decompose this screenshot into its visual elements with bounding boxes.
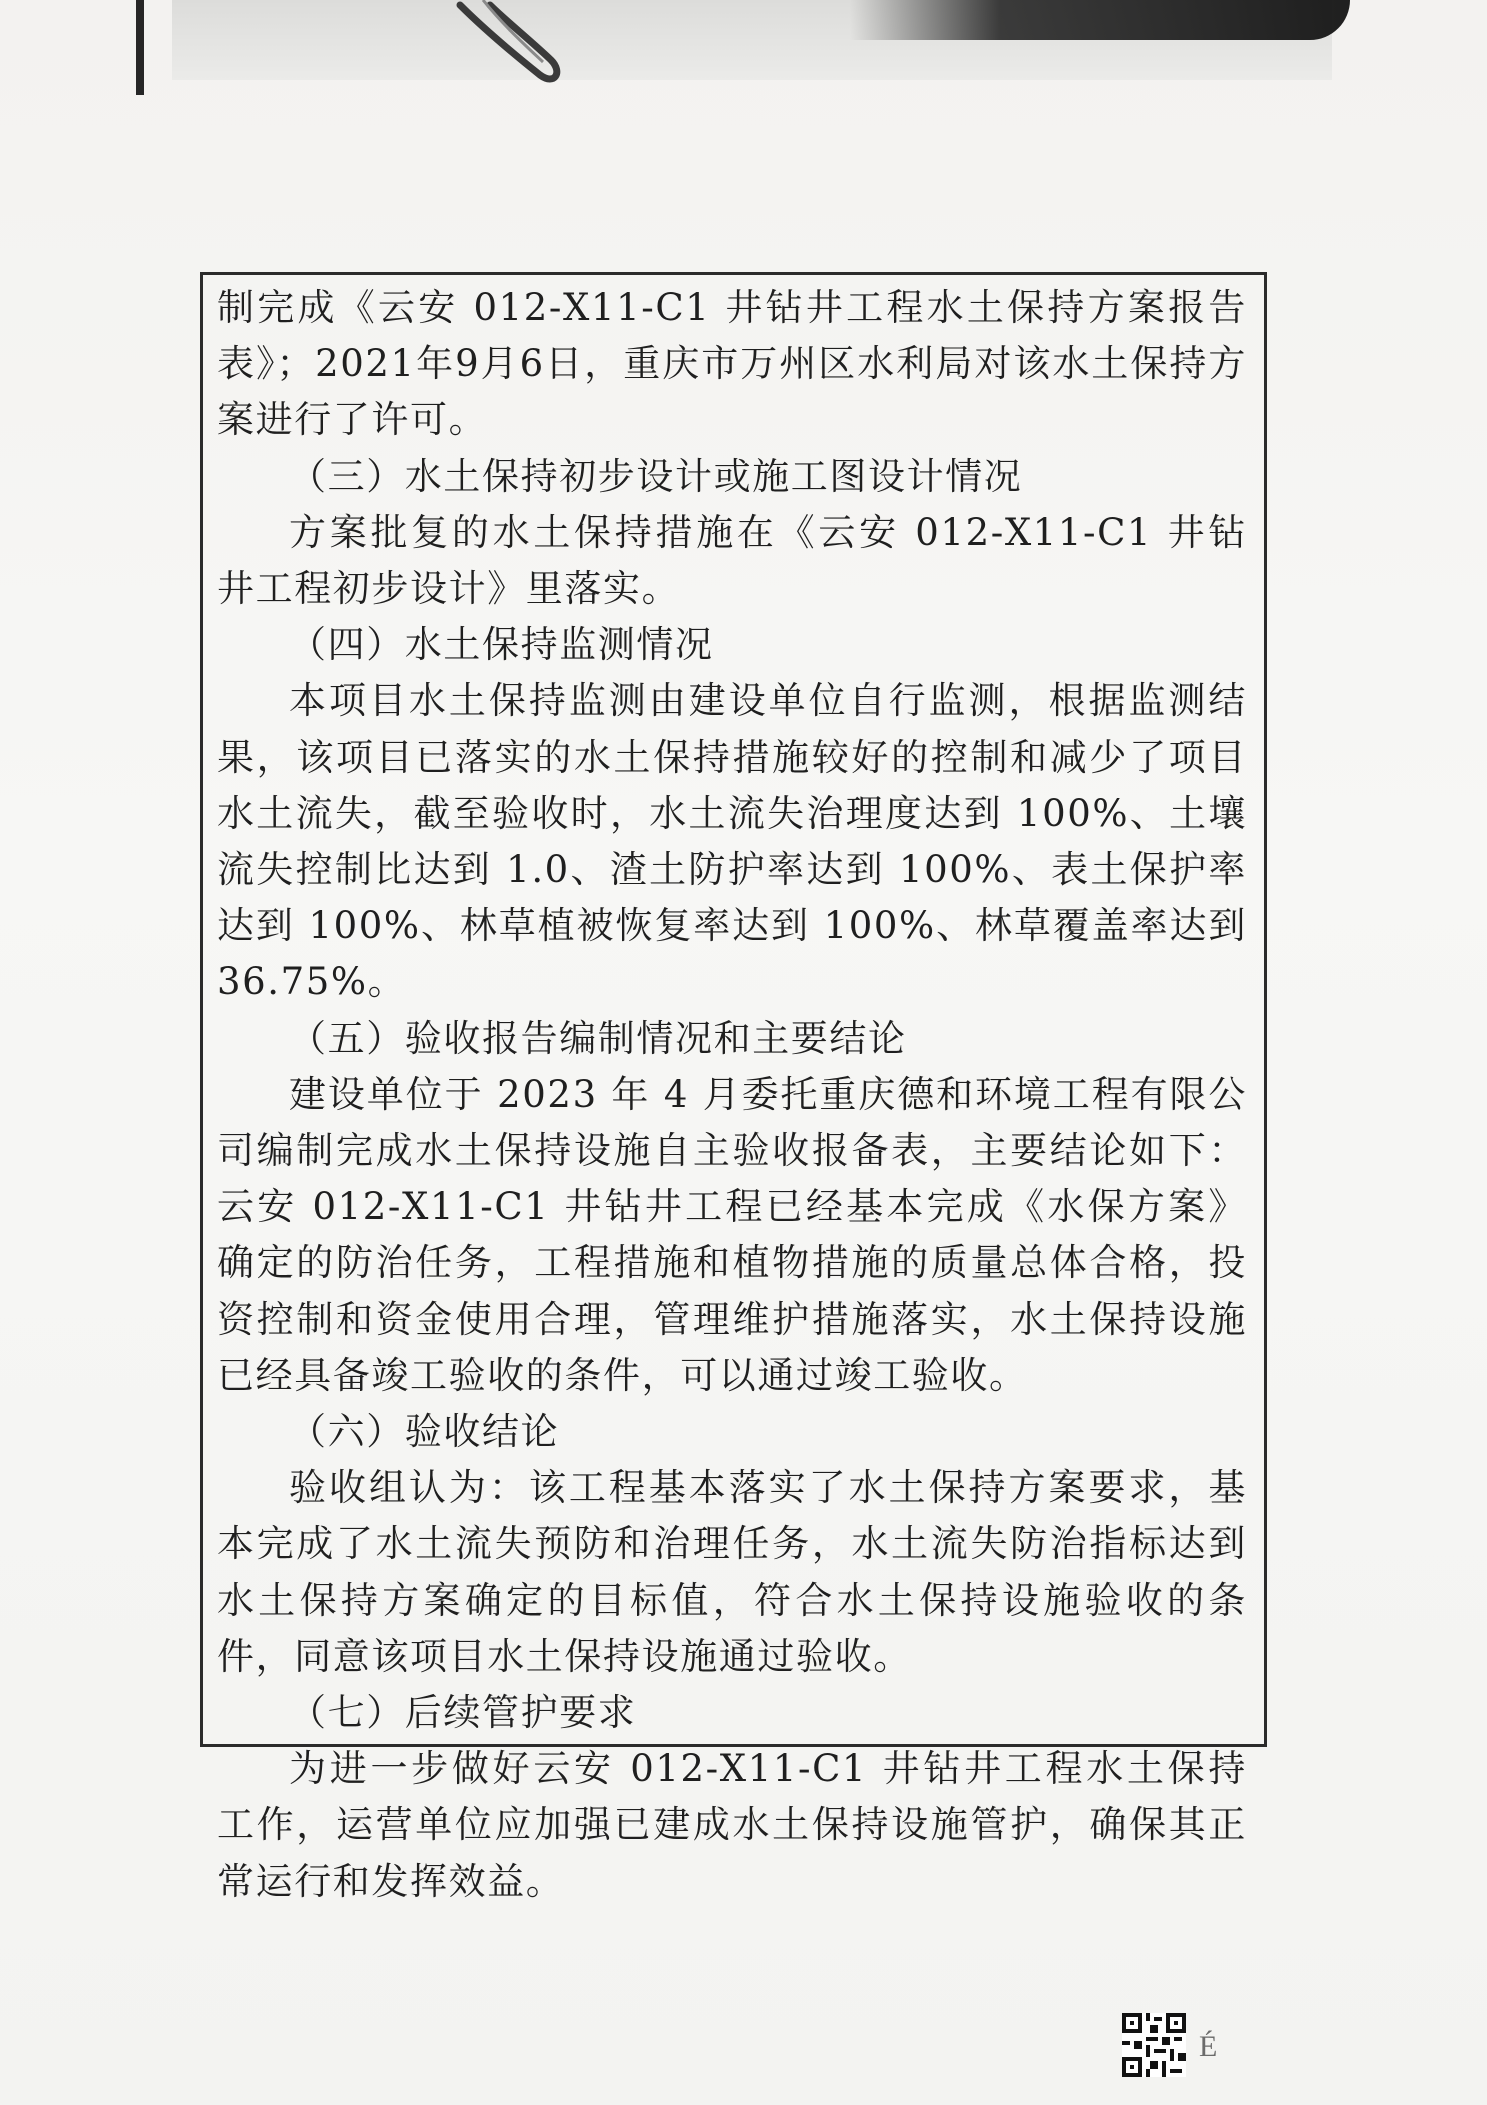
paper-clip-icon: [455, 0, 565, 90]
paragraph-monitoring: 本项目水土保持监测由建设单位自行监测，根据监测结果，该项目已落实的水土保持措施较好的控制和减少了项目水土流失，截至验收时，水土流失治理度达到 100%、土壤流失控制比达到 1.0、渣土防护率达到 100%、表土保护率达到 100%、林草植被恢复率达到 100%、林草覆盖率达到 36.75%。: [217, 679, 1247, 1004]
heading-maintenance: （七）后续管护要求: [289, 1691, 637, 1735]
heading-monitoring: （四）水土保持监测情况: [289, 623, 714, 667]
paragraph-report: 建设单位于 2023 年 4 月委托重庆德和环境工程有限公司编制完成水土保持设施自主验收报备表，主要结论如下：云安 012-X11-C1 井钻井工程已经基本完成《水保方案》确定的防治任务，工程措施和植物措施的质量总体合格，投资控制和资金使用合理，管理维护措施落实，水土保持设施已经具备竣工验收的条件，可以通过竣工验收。: [217, 1072, 1247, 1397]
paragraph-conclusion: 验收组认为：该工程基本落实了水土保持方案要求，基本完成了水土流失预防和治理任务，水土流失防治指标达到水土保持方案确定的目标值，符合水土保持设施验收的条件，同意该项目水土保持设施通过验收。: [217, 1466, 1247, 1678]
paragraph-maintenance: 为进一步做好云安 012-X11-C1 井钻井工程水土保持工作，运营单位应加强已建成水土保持设施管护，确保其正常运行和发挥效益。: [217, 1747, 1247, 1903]
top-dark-shadow: [850, 0, 1350, 40]
heading-conclusion: （六）验收结论: [289, 1410, 560, 1454]
heading-report: （五）验收报告编制情况和主要结论: [289, 1016, 907, 1060]
qr-code-icon: [1122, 2012, 1186, 2078]
heading-preliminary-design: （三）水土保持初步设计或施工图设计情况: [289, 454, 1023, 498]
left-edge-mark: [136, 0, 144, 95]
corner-mark: É: [1199, 2030, 1218, 2063]
paragraph-approval: 制完成《云安 012-X11-C1 井钻井工程水土保持方案报告表》；2021年9月6日，重庆市万州区水利局对该水土保持方案进行了许可。: [217, 286, 1247, 442]
paragraph-preliminary-design: 方案批复的水土保持措施在《云安 012-X11-C1 井钻井工程初步设计》里落实。: [217, 510, 1247, 611]
document-body: [217, 280, 1247, 1910]
